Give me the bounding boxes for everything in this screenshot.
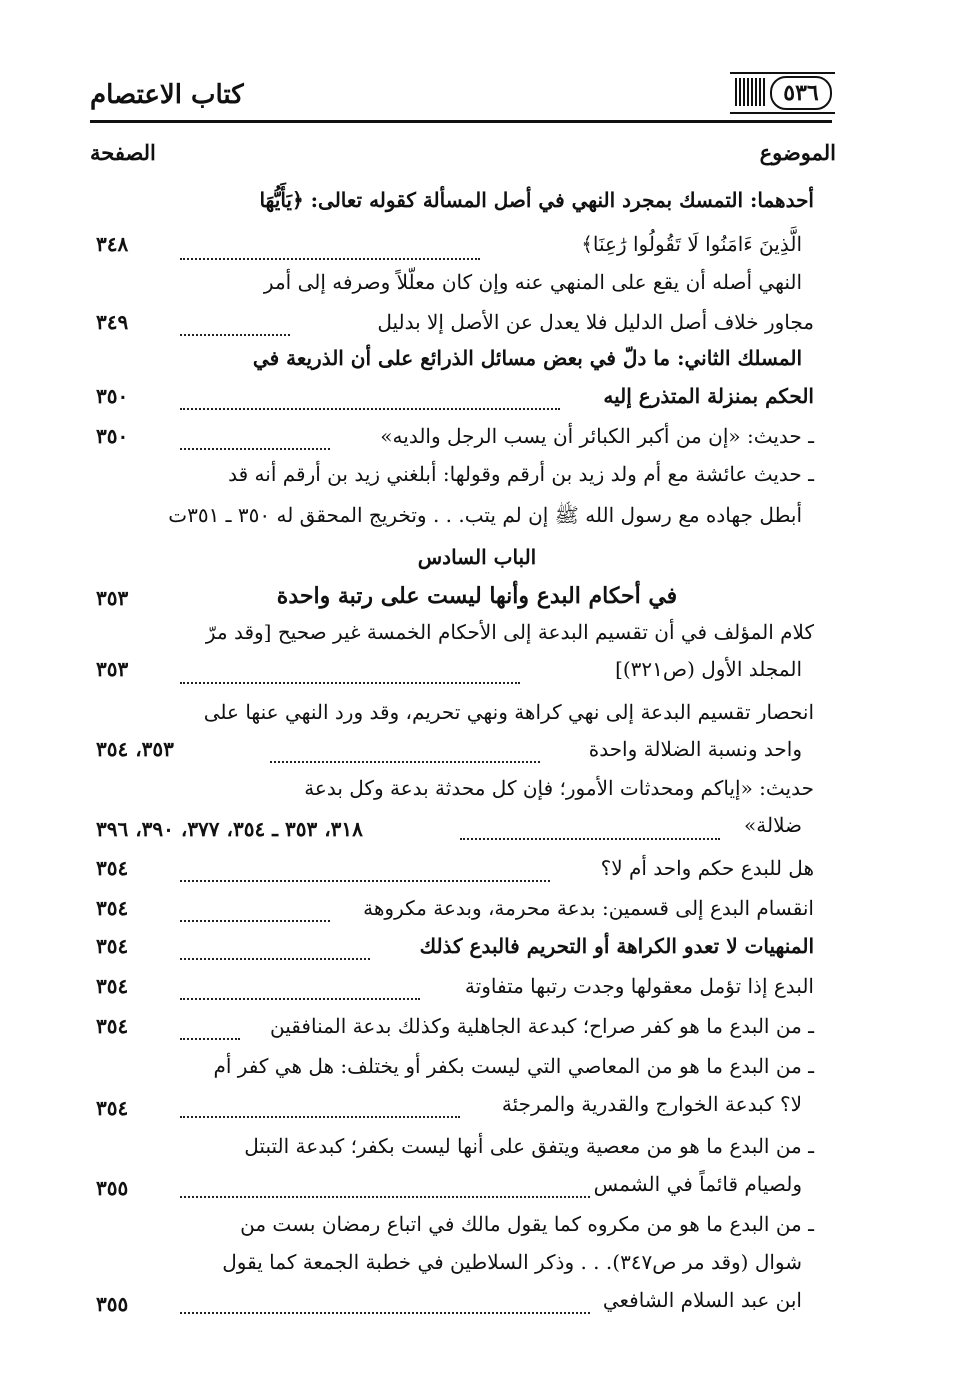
toc-line: البدع إذا تؤمل معقولها وجدت رتبها متفاوتة xyxy=(464,974,814,998)
page-number: ٥٣٦ xyxy=(770,76,832,110)
toc-line: المنهيات لا تعدو الكراهة أو التحريم فالبدع كذلك xyxy=(419,934,814,958)
toc-page: ٣٥٤ xyxy=(96,856,129,880)
toc-page: ٣٥٤ xyxy=(96,934,129,958)
dot-leader xyxy=(180,448,330,450)
toc-line: حديث: «إياكم ومحدثات الأمور؛ فإن كل محدثة بدعة وكل بدعة xyxy=(304,776,814,800)
toc-line: ـ حديث: «إن من أكبر الكبائر أن يسب الرجل والديه» xyxy=(380,424,814,448)
toc-page: ٣٥٣ xyxy=(96,586,129,610)
toc-page: ٣٥٣ xyxy=(96,657,129,681)
decorative-lines xyxy=(735,78,767,106)
dot-leader xyxy=(460,838,720,840)
header-rule xyxy=(90,120,832,123)
dot-leader xyxy=(180,998,420,1000)
dot-leader xyxy=(180,334,290,336)
toc-page: ٣٥٠ xyxy=(96,384,129,408)
toc-page: ٣٥٥ xyxy=(96,1176,129,1200)
toc-page: ٣٥٠ xyxy=(96,424,129,448)
toc-line: المسلك الثاني: ما دلّ في بعض مسائل الذرائع على أن الذريعة في xyxy=(252,346,802,370)
dot-leader xyxy=(180,920,330,922)
toc-page: ٣١٨، ٣٥٣ ـ ٣٥٤، ٣٧٧، ٣٩٠، ٣٩٦ xyxy=(96,817,363,841)
toc-line: انحصار تقسيم البدعة إلى نهي كراهة ونهي تحريم، وقد ورد النهي عنها على xyxy=(203,700,814,724)
toc-page: ٣٥٤ xyxy=(96,974,129,998)
toc-line: الحكم بمنزلة المتذرع إليه xyxy=(603,384,814,408)
toc-line: انقسام البدع إلى قسمين: بدعة محرمة، وبدعة مكروهة xyxy=(363,896,814,920)
toc-line: ـ حديث عائشة مع أم ولد زيد بن أرقم وقولها: أبلغني زيد بن أرقم أنه قد xyxy=(228,462,814,486)
toc-line: المجلد الأول (ص٣٢١)] xyxy=(615,657,802,681)
chapter-subtitle: في أحكام البدع وأنها ليست على رتبة واحدة xyxy=(276,583,678,609)
toc-page: ٣٥٤ xyxy=(96,1096,129,1120)
toc-line: مجاور خلاف أصل الدليل فلا يعدل عن الأصل إلا بدليل xyxy=(377,310,814,334)
toc-page: ٣٤٩ xyxy=(96,310,129,334)
toc-line: ـ من البدع ما هو كفر صراح؛ كبدعة الجاهلية وكذلك بدعة المنافقين xyxy=(270,1014,814,1038)
toc-line: الَّذِينَ ءَامَنُوا لَا تَقُولُوا رَٰعِنَا﴾ xyxy=(581,232,802,256)
dot-leader xyxy=(180,1312,590,1314)
dot-leader xyxy=(180,1038,240,1040)
toc-line: ـ من البدع ما هو من مكروه كما يقول مالك في اتباع رمضان بست من xyxy=(240,1212,814,1236)
chapter-heading: الباب السادس xyxy=(417,545,537,569)
toc-line: أبطل جهاده مع رسول الله ﷺ إن لم يتب. . . وتخريج المحقق له ٣٥٠ ـ ٣٥١ت xyxy=(168,503,802,527)
toc-line: ولصيام قائماً في الشمس xyxy=(593,1172,802,1196)
dot-leader xyxy=(180,258,480,260)
dot-leader xyxy=(180,1196,590,1198)
dot-leader xyxy=(180,1116,460,1118)
dot-leader xyxy=(180,958,370,960)
toc-page: ٣٤٨ xyxy=(96,232,129,256)
toc-line: ضلالة» xyxy=(744,813,802,837)
column-heading-topic: الموضوع xyxy=(759,140,836,165)
toc-page: ٣٥٥ xyxy=(96,1292,129,1316)
toc-line: لا؟ كبدعة الخوارج والقدرية والمرجئة xyxy=(501,1092,802,1116)
book-title: كتاب الاعتصام xyxy=(90,80,244,110)
toc-line: هل للبدع حكم واحد أم لا؟ xyxy=(600,856,814,880)
dot-leader xyxy=(180,408,560,410)
toc-line: واحد ونسبة الضلالة واحدة xyxy=(588,737,802,761)
toc-line: كلام المؤلف في أن تقسيم البدعة إلى الأحكام الخمسة غير صحيح [وقد مرّ xyxy=(205,620,814,644)
toc-line: ـ من البدع ما هو من معصية ويتفق على أنها ليست بكفر؛ كبدعة التبتل xyxy=(244,1134,814,1158)
column-heading-page: الصفحة xyxy=(90,140,156,165)
toc-page: ٣٥٤ xyxy=(96,1014,129,1038)
toc-line: النهي أصله أن يقع على المنهي عنه وإن كان معلّلاً وصرفه إلى أمر xyxy=(263,270,802,294)
toc-line: شوال (وقد مر ص٣٤٧). . . وذكر السلاطين في خطبة الجمعة كما يقول xyxy=(222,1250,802,1274)
dot-leader xyxy=(180,880,550,882)
toc-line: ـ من البدع ما هو من المعاصي التي ليست بكفر أو يختلف: هل هي كفر أم xyxy=(213,1054,814,1078)
toc-line: ابن عبد السلام الشافعي xyxy=(602,1288,802,1312)
toc-line: أحدهما: التمسك بمجرد النهي في أصل المسألة كقوله تعالى: ﴿يَأَيُّهَا xyxy=(259,188,814,212)
dot-leader xyxy=(180,682,520,684)
toc-page: ٣٥٤ xyxy=(96,896,129,920)
toc-page: ٣٥٣، ٣٥٤ xyxy=(96,737,174,761)
dot-leader xyxy=(270,761,540,763)
